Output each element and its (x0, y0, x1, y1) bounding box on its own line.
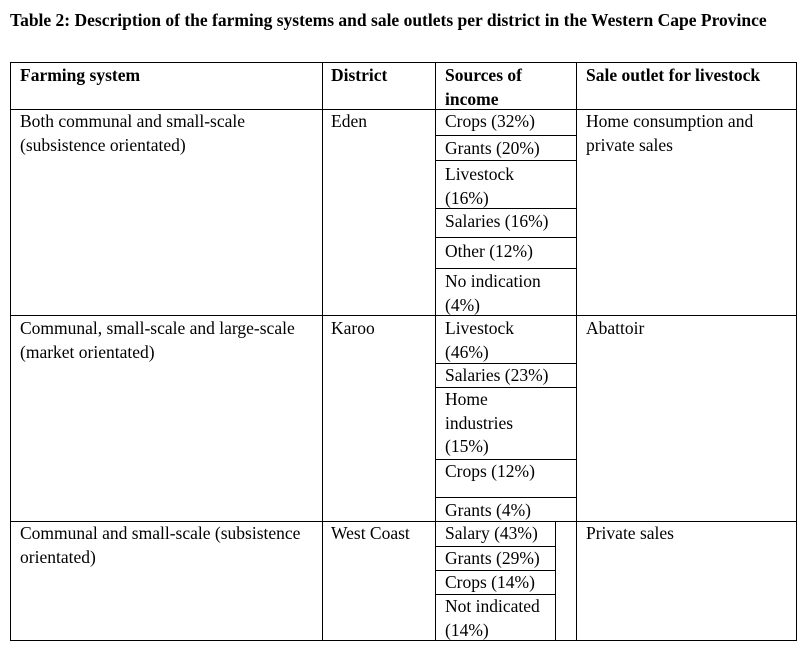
column-divider (576, 62, 577, 641)
column-divider (322, 62, 323, 641)
source-cell-divider (435, 237, 576, 238)
source-cell: Crops (14%) (445, 572, 535, 592)
header-sale-outlet: Sale outlet for livestock (586, 65, 761, 85)
district-cell: Karoo (331, 318, 375, 338)
source-cell: Livestock (16%) (445, 164, 515, 208)
sale-outlet-cell: Private sales (586, 523, 674, 543)
row-divider (10, 315, 797, 316)
column-divider (435, 62, 436, 641)
source-cell-divider (435, 497, 576, 498)
table-top-border (10, 62, 797, 63)
header-farming-system: Farming system (20, 65, 141, 85)
source-cell: Crops (32%) (445, 111, 535, 131)
source-cell-divider (435, 268, 576, 269)
table-caption: Table 2: Description of the farming systems and sale outlets per district in the Western Cape Province (10, 10, 767, 30)
source-cell: Grants (20%) (445, 138, 540, 158)
source-cell: No indication (4%) (445, 271, 541, 315)
source-cell: Home industries (15%) (445, 389, 514, 456)
district-cell: West Coast (331, 523, 410, 543)
source-cell: Salaries (23%) (445, 365, 549, 385)
farming-system-cell: Both communal and small-scale (subsistence orientated) (20, 111, 246, 155)
table-right-border (796, 62, 797, 641)
source-cell: Salaries (16%) (445, 211, 549, 231)
source-cell: Grants (29%) (445, 548, 540, 568)
sale-outlet-cell: Abattoir (586, 318, 645, 338)
table-left-border (10, 62, 11, 641)
farming-system-cell: Communal, small-scale and large-scale (market orientated) (20, 318, 295, 362)
farming-system-cell: Communal and small-scale (subsistence orientated) (20, 523, 301, 567)
source-cell: Livestock (46%) (445, 318, 515, 362)
header-district: District (331, 65, 388, 85)
header-sources-of-income: Sources of income (445, 65, 522, 109)
table-bottom-border (10, 640, 797, 641)
district-cell: Eden (331, 111, 367, 131)
source-cell-divider (435, 135, 576, 136)
source-cell: Salary (43%) (445, 523, 538, 543)
source-cell: Other (12%) (445, 241, 533, 261)
sale-outlet-cell: Home consumption and private sales (586, 111, 754, 155)
source-cell: Grants (4%) (445, 500, 532, 520)
source-cell: Crops (12%) (445, 461, 535, 481)
source-cell: Not indicated (14%) (445, 596, 540, 640)
